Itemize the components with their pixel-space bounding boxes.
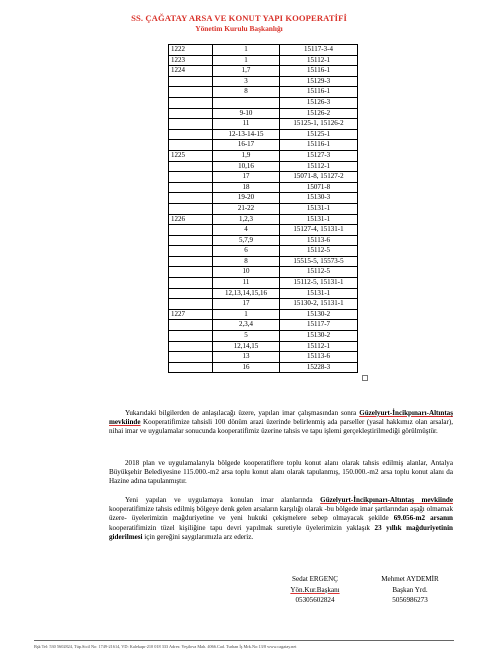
ada-cell	[169, 108, 213, 119]
ada-cell	[169, 182, 213, 193]
ada-cell	[169, 352, 213, 363]
ada-cell	[169, 129, 213, 140]
new-parcel-cell: 15126-3	[280, 97, 358, 108]
table-row	[169, 299, 358, 310]
new-parcel-cell: 15125-1, 15126-2	[280, 119, 358, 130]
board-subtitle: Yönetim Kurulu Başkanlığı	[195, 24, 283, 33]
parsel-cell: 1	[213, 55, 280, 66]
parsel-cell: 5	[213, 331, 280, 342]
ada-cell	[169, 193, 213, 204]
ada-cell	[169, 320, 213, 331]
ada-cell	[169, 331, 213, 342]
table-resize-handle	[362, 375, 368, 381]
paragraph-2: 2018 plan ve uygulamalarıyla bölgede kooperatiflere toplu konut alanı olarak tahsis edilmiş alanlar, Antalya Büyükşehir Belediyesine 115.000.-m2 arsa toplu konut alanı olarak tapulanmış, 150.000.-m2 arsa toplu konut alanı da Hazine adına tapulanmıştır.	[109, 459, 453, 486]
new-parcel-cell: 15071-8	[280, 182, 358, 193]
paragraph-1-text-c: Kooperatifimize tahsisli 100 dönüm arazi üzerinde belirlenmiş ada parseller (yasal hakkımız olan arsalar), nihai imar ve uygulamalar sonucunda kooperatifimiz üzerine tahsis ve tapu işlemi gerçekleştirilmediği görülmüştür.	[109, 418, 453, 436]
new-parcel-cell: 15071-8, 15127-2	[280, 172, 358, 183]
new-parcel-cell: 15131-1	[280, 214, 358, 225]
ada-cell	[169, 87, 213, 98]
signature-left	[270, 574, 360, 606]
table-row	[169, 352, 358, 363]
new-parcel-cell: 15515-5, 15573-5	[280, 256, 358, 267]
parsel-cell: 4	[213, 225, 280, 236]
table-row	[169, 235, 358, 246]
parsel-cell: 1	[213, 309, 280, 320]
ada-cell	[169, 235, 213, 246]
parcel-table	[168, 44, 358, 373]
parsel-cell: 10	[213, 267, 280, 278]
parsel-cell: 21-22	[213, 203, 280, 214]
new-parcel-cell: 15113-6	[280, 235, 358, 246]
table-row	[169, 119, 358, 130]
ada-cell: 1224	[169, 66, 213, 77]
table-row	[169, 320, 358, 331]
ada-cell	[169, 246, 213, 257]
new-parcel-cell: 15116-1	[280, 87, 358, 98]
new-parcel-cell: 15129-3	[280, 76, 358, 87]
new-parcel-cell: 15116-1	[280, 66, 358, 77]
ada-cell: 1227	[169, 309, 213, 320]
table-row	[169, 331, 358, 342]
footer-divider	[34, 640, 454, 641]
ada-cell	[169, 256, 213, 267]
paragraph-3-text-c: kooperatifimize tahsis edilmiş bölgeye denk gelen arsaların karşılığı olarak -bu bölgede imar şartlarından aşağı olmamak üzere- üyelerimizin mağduriyetine ve yeni hukuki çekişmelere sebep olmayacak şekilde	[109, 505, 453, 523]
new-parcel-cell: 15112-5, 15131-1	[280, 278, 358, 289]
new-parcel-cell: 15112-1	[280, 161, 358, 172]
parsel-cell: 16-17	[213, 140, 280, 151]
table-row	[169, 267, 358, 278]
table-row	[169, 76, 358, 87]
table-row	[169, 278, 358, 289]
signer-title: Başkan Yrd.	[392, 585, 428, 594]
ada-cell: 1222	[169, 45, 213, 56]
ada-cell	[169, 172, 213, 183]
ada-cell	[169, 299, 213, 310]
new-parcel-cell: 15228-3	[280, 362, 358, 373]
table-row	[169, 87, 358, 98]
signer-name: Sedat ERGENÇ	[292, 575, 338, 583]
table-row	[169, 66, 358, 77]
paragraph-1	[109, 409, 453, 437]
parsel-cell: 19-20	[213, 193, 280, 204]
signer-phone: 05305602824	[295, 596, 335, 605]
table-row	[169, 193, 358, 204]
ada-cell	[169, 140, 213, 151]
table-row	[169, 225, 358, 236]
table-row	[169, 172, 358, 183]
ada-cell: 1225	[169, 150, 213, 161]
cooperative-title: SS. ÇAĞATAY ARSA VE KONUT YAPI KOOPERATİFİ	[131, 13, 347, 23]
table-row	[169, 97, 358, 108]
parsel-cell: 12,13,14,15,16	[213, 288, 280, 299]
new-parcel-cell: 15127-3	[280, 150, 358, 161]
table-row	[169, 214, 358, 225]
new-parcel-cell: 15130-2	[280, 331, 358, 342]
table-row	[169, 182, 358, 193]
table-row	[169, 108, 358, 119]
new-parcel-cell: 15117-7	[280, 320, 358, 331]
table-row	[169, 161, 358, 172]
signer-phone: 5056986273	[392, 596, 428, 605]
parsel-cell: 17	[213, 172, 280, 183]
new-parcel-cell: 15112-1	[280, 55, 358, 66]
paragraph-3-text-a: Yeni yapılan ve uygulamaya konulan imar alanlarında	[125, 496, 321, 504]
new-parcel-cell: 15112-5	[280, 246, 358, 257]
parsel-cell: 9-10	[213, 108, 280, 119]
parsel-cell: 5,7,9	[213, 235, 280, 246]
ada-cell	[169, 203, 213, 214]
parsel-cell: 1,9	[213, 150, 280, 161]
ada-cell	[169, 97, 213, 108]
parsel-cell: 2,3,4	[213, 320, 280, 331]
ada-cell	[169, 76, 213, 87]
parsel-cell: 3	[213, 76, 280, 87]
new-parcel-cell: 15113-6	[280, 352, 358, 363]
parsel-cell: 8	[213, 87, 280, 98]
parsel-cell: 1,2,3	[213, 214, 280, 225]
parsel-cell	[213, 97, 280, 108]
paragraph-1-text-a: Yukarıdaki bilgilerden de anlaşılacağı üzere, yapılan imar çalışmasından sonra	[125, 409, 360, 417]
table-row	[169, 203, 358, 214]
parsel-cell: 1	[213, 45, 280, 56]
table-row	[169, 341, 358, 352]
ada-cell	[169, 225, 213, 236]
table-row	[169, 362, 358, 373]
parsel-cell: 1,7	[213, 66, 280, 77]
table-row	[169, 256, 358, 267]
paragraph-3-text-e: kooperatifimizin tüzel kişiliğine tapu devri yapılmak suretiyle üyelerimizin yaklaşık	[109, 523, 375, 532]
paragraph-3-text-g: için gereğini saygılarımızla arz ederiz.	[142, 532, 254, 541]
area-emphasis: 69.056-m2 arsanın	[393, 514, 453, 523]
footer-contact: Bşk Tel: 530 5602824, Tüp.Sicil No: 1749-21614, VD: Kalekapı-210 018 333 Adres: Yeşilova Mah. 4066.Cad. Turhan İş Mrk.No:13/8 www.cagatay.net	[34, 644, 297, 649]
parsel-cell: 17	[213, 299, 280, 310]
ada-cell: 1226	[169, 214, 213, 225]
new-parcel-cell: 15112-5	[280, 267, 358, 278]
parsel-cell: 11	[213, 278, 280, 289]
ada-cell	[169, 278, 213, 289]
new-parcel-cell: 15127-4, 15131-1	[280, 225, 358, 236]
new-parcel-cell: 15130-2	[280, 309, 358, 320]
signer-name: Mehmet AYDEMİR	[381, 575, 439, 583]
paragraph-3	[109, 496, 453, 542]
new-parcel-cell: 15125-1	[280, 129, 358, 140]
parsel-cell: 12,14,15	[213, 341, 280, 352]
parsel-cell: 16	[213, 362, 280, 373]
table-row	[169, 288, 358, 299]
table-row	[169, 309, 358, 320]
parsel-cell: 10,16	[213, 161, 280, 172]
ada-cell	[169, 267, 213, 278]
ada-cell	[169, 341, 213, 352]
ada-cell: 1223	[169, 55, 213, 66]
parsel-cell: 8	[213, 256, 280, 267]
table-row	[169, 246, 358, 257]
new-parcel-cell: 15131-1	[280, 203, 358, 214]
new-parcel-cell: 15131-1	[280, 288, 358, 299]
parsel-cell: 11	[213, 119, 280, 130]
new-parcel-cell: 15116-1	[280, 140, 358, 151]
table-row	[169, 129, 358, 140]
ada-cell	[169, 362, 213, 373]
new-parcel-cell: 15126-2	[280, 108, 358, 119]
signer-title: Yön.Kur.Başkanı	[290, 585, 340, 594]
signature-right	[360, 574, 460, 606]
ada-cell	[169, 161, 213, 172]
ada-cell	[169, 119, 213, 130]
parsel-cell: 13	[213, 352, 280, 363]
parsel-cell: 6	[213, 246, 280, 257]
table-row	[169, 150, 358, 161]
parsel-cell: 18	[213, 182, 280, 193]
table-row	[169, 55, 358, 66]
parsel-cell: 12-13-14-15	[213, 129, 280, 140]
ada-cell	[169, 288, 213, 299]
new-parcel-cell: 15117-3-4	[280, 45, 358, 56]
new-parcel-cell: 15112-1	[280, 341, 358, 352]
location-emphasis-2: Güzelyurt-İncikpınarı-Altıntaş mevkiinde	[320, 496, 453, 504]
grievance-emphasis: 23 yıllık mağduriyetinin giderilmesi	[109, 523, 454, 541]
table-row	[169, 140, 358, 151]
table-row	[169, 45, 358, 56]
location-emphasis: Güzelyurt-İncikpınarı-Altıntaş mevkiinde	[109, 409, 453, 427]
new-parcel-cell: 15130-2, 15131-1	[280, 299, 358, 310]
new-parcel-cell: 15130-3	[280, 193, 358, 204]
